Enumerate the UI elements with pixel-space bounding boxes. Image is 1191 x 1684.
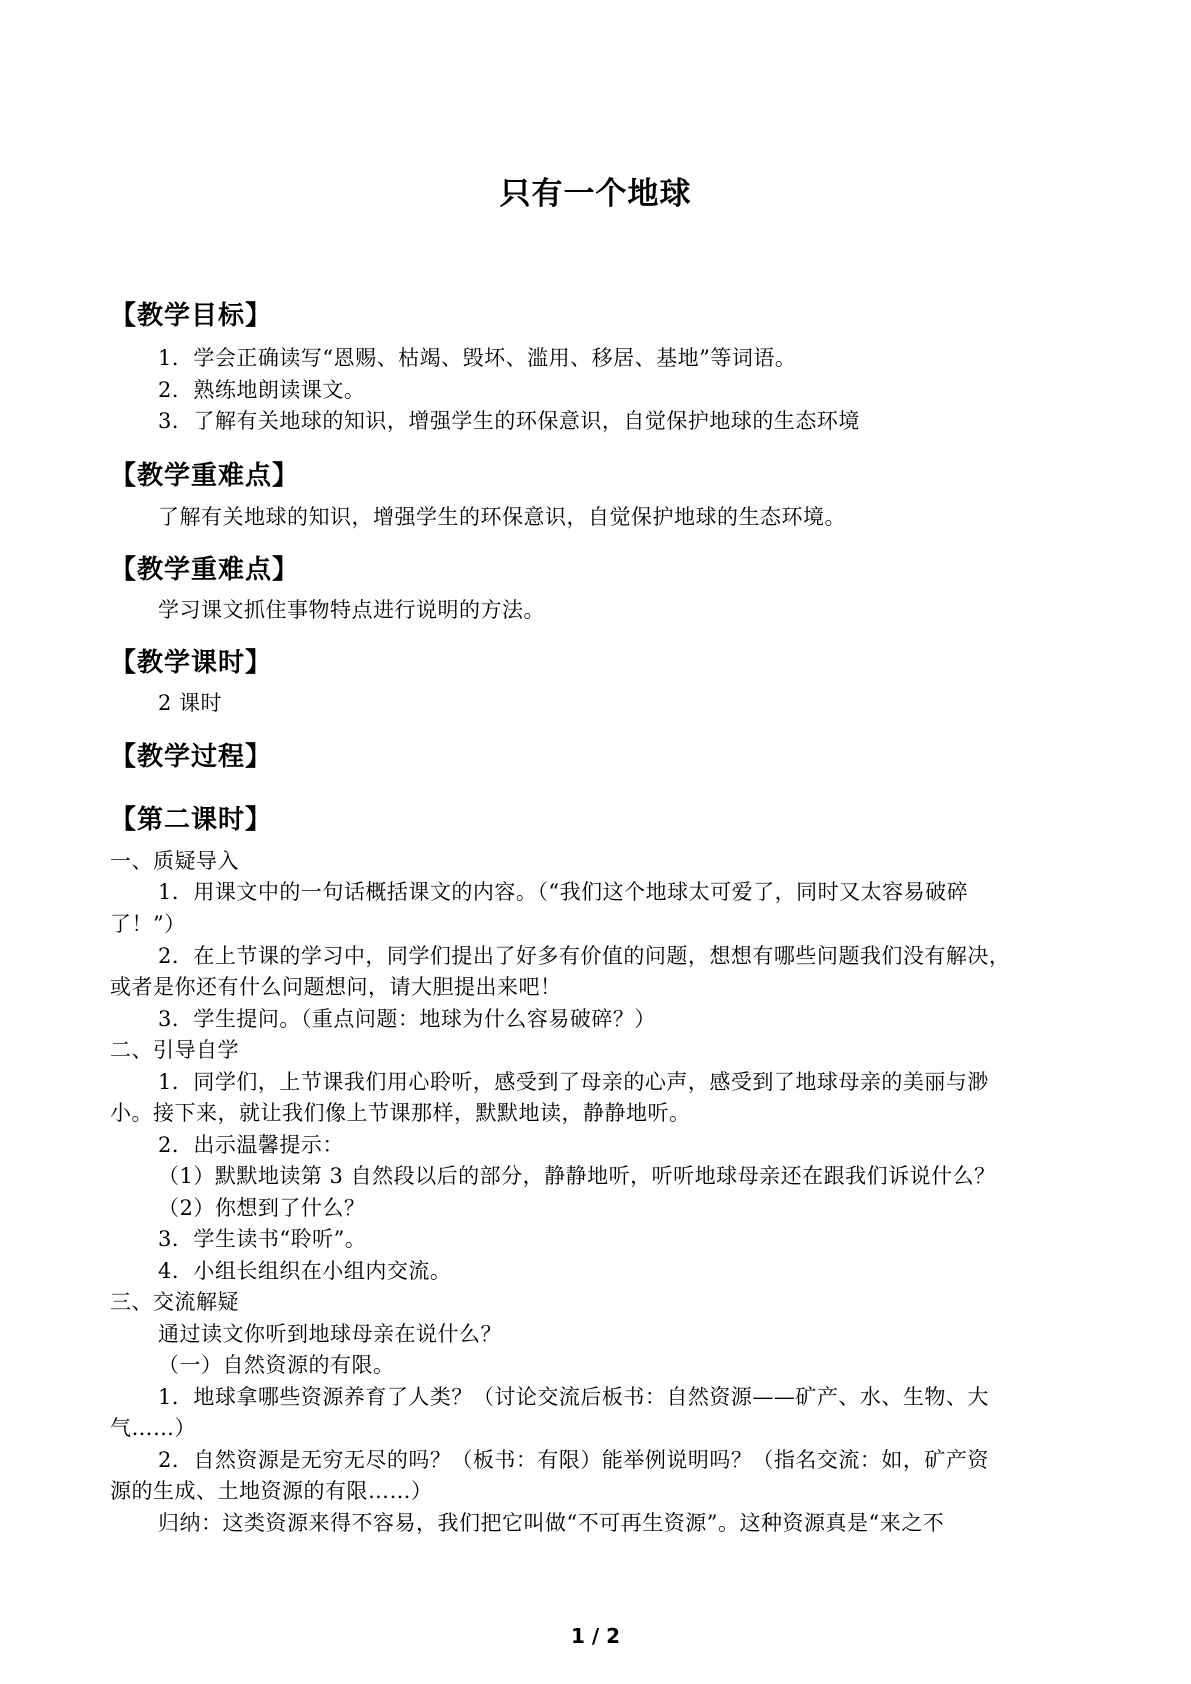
goal-item: 2．熟练地朗读课文。	[158, 378, 366, 402]
lesson-line: 小。接下来，就让我们像上节课那样，默默地读，静静地听。	[110, 1101, 691, 1125]
section-heading-difficulties: 【教学重难点】	[110, 555, 300, 585]
lesson-line: 2．自然资源是无穷无尽的吗？（板书：有限）能举例说明吗？（指名交流：如，矿产资	[158, 1448, 989, 1472]
document-title: 只有一个地球	[499, 176, 692, 212]
lesson-line: 3．学生提问。（重点问题：地球为什么容易破碎？）	[158, 1007, 656, 1031]
key-points-text: 了解有关地球的知识，增强学生的环保意识，自觉保护地球的生态环境。	[158, 505, 846, 529]
lesson-line: 2．在上节课的学习中，同学们提出了好多有价值的问题，想想有哪些问题我们没有解决，	[158, 944, 1011, 968]
lesson-line: 1．地球拿哪些资源养育了人类？（讨论交流后板书：自然资源——矿产、水、生物、大	[158, 1385, 989, 1409]
difficulties-text: 学习课文抓住事物特点进行说明的方法。	[158, 598, 545, 622]
section-heading-process: 【教学过程】	[110, 742, 273, 772]
lesson-line: 1．同学们，上节课我们用心聆听，感受到了母亲的心声，感受到了地球母亲的美丽与渺	[158, 1070, 989, 1094]
lesson-line: 通过读文你听到地球母亲在说什么？	[158, 1322, 502, 1346]
section-heading-second-lesson: 【第二课时】	[110, 805, 273, 835]
lesson-line: （2）你想到了什么？	[158, 1196, 366, 1220]
lesson-line: 了！”）	[110, 912, 186, 936]
lesson-line: 气……）	[110, 1416, 196, 1440]
lesson-line: 4．小组长组织在小组内交流。	[158, 1259, 452, 1283]
goal-item: 3．了解有关地球的知识，增强学生的环保意识，自觉保护地球的生态环境	[158, 409, 860, 433]
section-heading-goals: 【教学目标】	[110, 301, 273, 331]
lesson-line: 2．出示温馨提示：	[158, 1133, 344, 1157]
lesson-line: 二、引导自学	[110, 1038, 239, 1062]
lesson-line: 归纳：这类资源来得不容易，我们把它叫做“不可再生资源”。这种资源真是“来之不	[158, 1511, 945, 1535]
lesson-line: （一）自然资源的有限。	[158, 1353, 395, 1377]
section-heading-hours: 【教学课时】	[110, 648, 273, 678]
lesson-line: （1）默默地读第 3 自然段以后的部分，静静地听，听听地球母亲还在跟我们诉说什么？	[158, 1164, 996, 1188]
lesson-line: 3．学生读书“聆听”。	[158, 1227, 367, 1251]
section-heading-key-points: 【教学重难点】	[110, 461, 300, 491]
lesson-line: 源的生成、土地资源的有限……）	[110, 1479, 433, 1503]
page-number: 1 / 2	[570, 1624, 621, 1648]
lesson-line: 或者是你还有什么问题想问，请大胆提出来吧！	[110, 975, 562, 999]
goal-item: 1．学会正确读写“恩赐、枯竭、毁坏、滥用、移居、基地”等词语。	[158, 346, 797, 370]
lesson-line: 一、质疑导入	[110, 849, 239, 873]
lesson-line: 1．用课文中的一句话概括课文的内容。（“我们这个地球太可爱了，同时又太容易破碎	[158, 880, 969, 904]
hours-text: 2 课时	[158, 691, 223, 715]
lesson-line: 三、交流解疑	[110, 1290, 239, 1314]
